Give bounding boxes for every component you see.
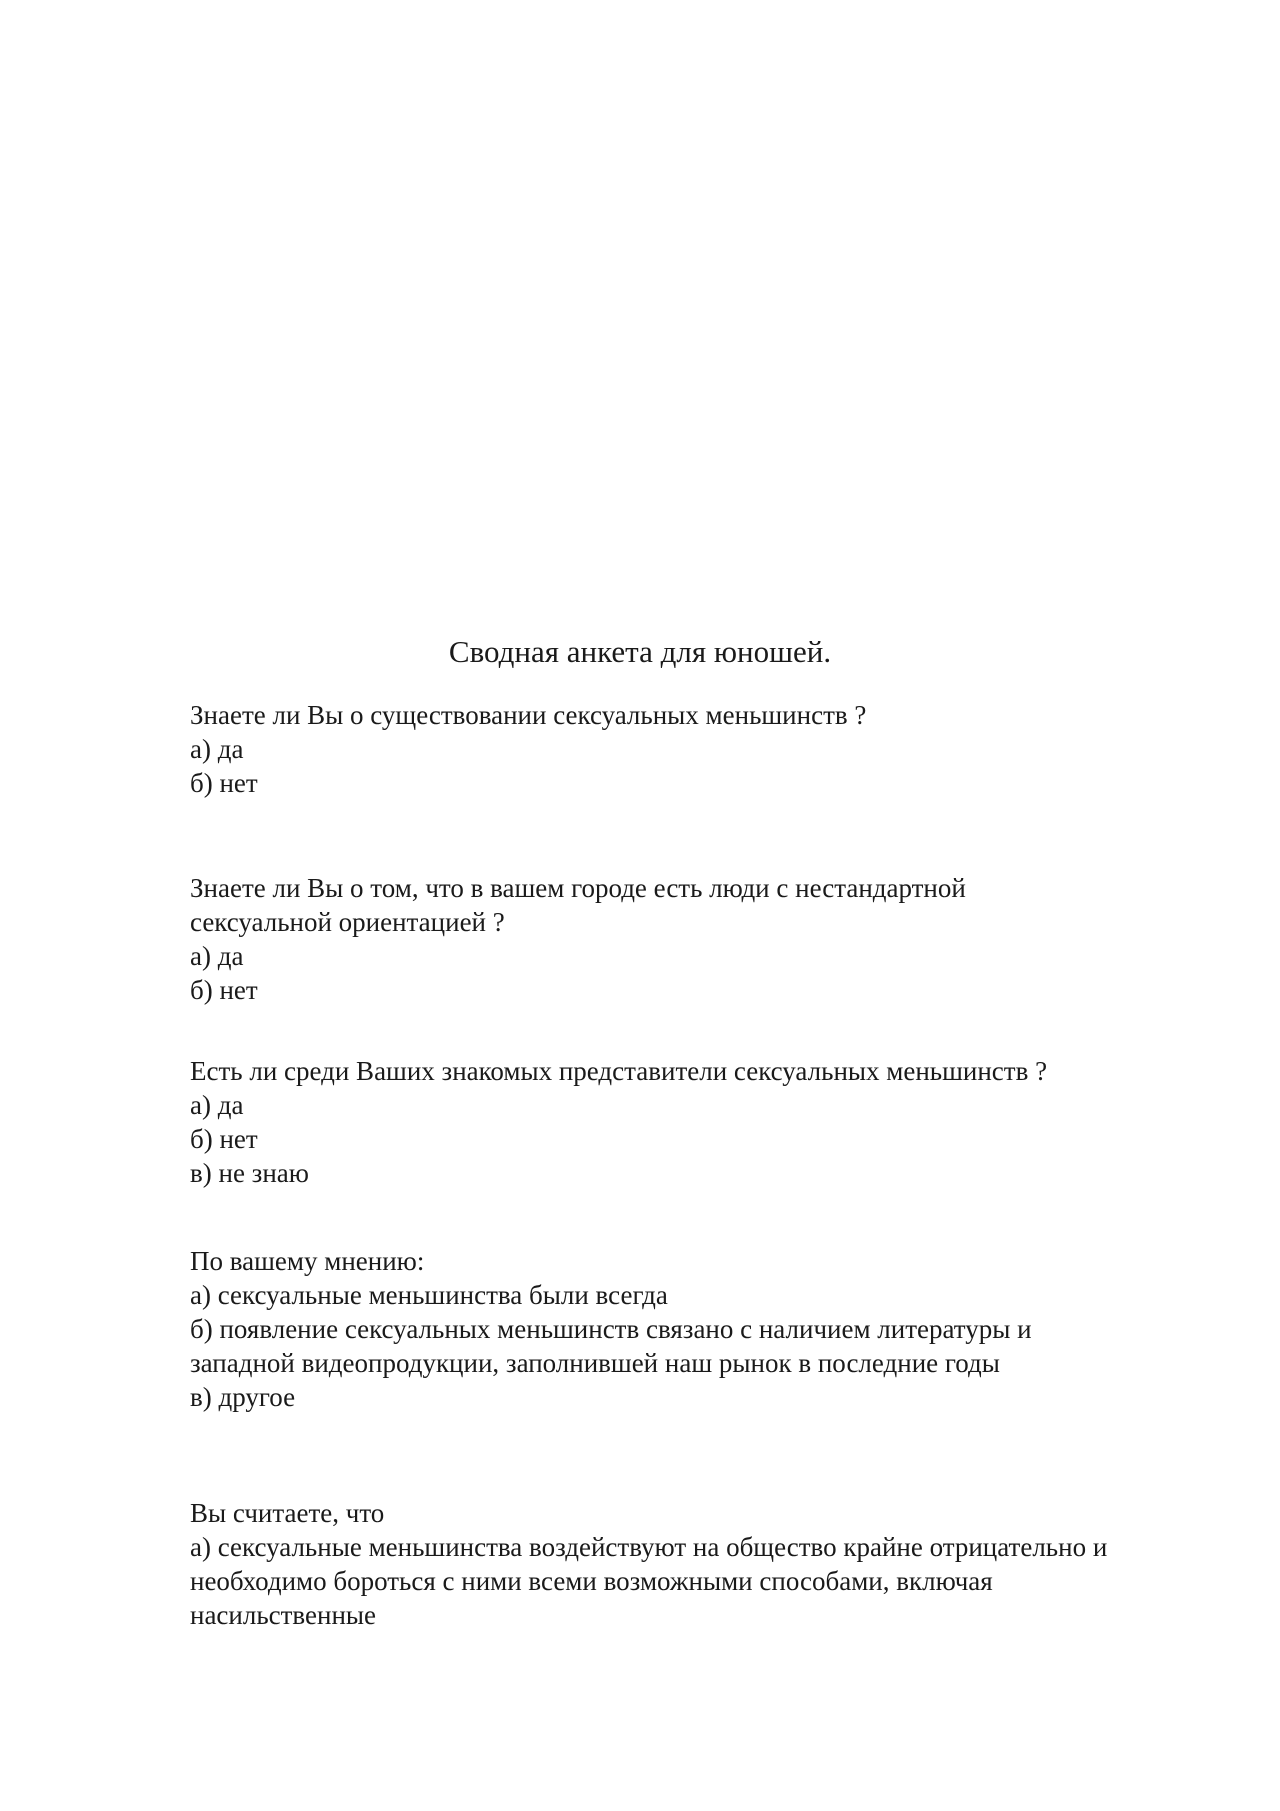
question-text: По вашему мнению: bbox=[190, 1246, 425, 1276]
answer-option: б) нет bbox=[190, 768, 258, 798]
question-text: Знаете ли Вы о существовании сексуальных меньшинств ? bbox=[190, 700, 867, 730]
question-block-1 bbox=[190, 698, 1110, 800]
answer-option: б) появление сексуальных меньшинств связано с наличием литературы и западной видеопродукции, заполнившей наш рынок в последние годы bbox=[190, 1314, 1032, 1378]
question-block-4 bbox=[190, 1244, 1110, 1414]
question-block-3 bbox=[190, 1054, 1110, 1190]
answer-option: а) да bbox=[190, 941, 244, 971]
answer-option: а) сексуальные меньшинства были всегда bbox=[190, 1280, 668, 1310]
answer-option: б) нет bbox=[190, 1124, 258, 1154]
answer-option: б) нет bbox=[190, 975, 258, 1005]
question-text: Вы считаете, что bbox=[190, 1498, 385, 1528]
answer-option: а) да bbox=[190, 1090, 244, 1120]
answer-option: в) не знаю bbox=[190, 1158, 309, 1188]
answer-option: а) сексуальные меньшинства воздействуют на общество крайне отрицательно и необходимо бороться с ними всеми возможными способами, включая насильственные bbox=[190, 1532, 1108, 1630]
question-block-5 bbox=[190, 1496, 1110, 1632]
question-text: Есть ли среди Ваших знакомых представители сексуальных меньшинств ? bbox=[190, 1056, 1048, 1086]
question-text: Знаете ли Вы о том, что в вашем городе есть люди с нестандартной сексуальной ориентацией ? bbox=[190, 873, 966, 937]
document-title: Сводная анкета для юношей. bbox=[448, 634, 832, 669]
answer-option: в) другое bbox=[190, 1382, 296, 1412]
question-block-2 bbox=[190, 871, 1110, 1007]
answer-option: а) да bbox=[190, 734, 244, 764]
